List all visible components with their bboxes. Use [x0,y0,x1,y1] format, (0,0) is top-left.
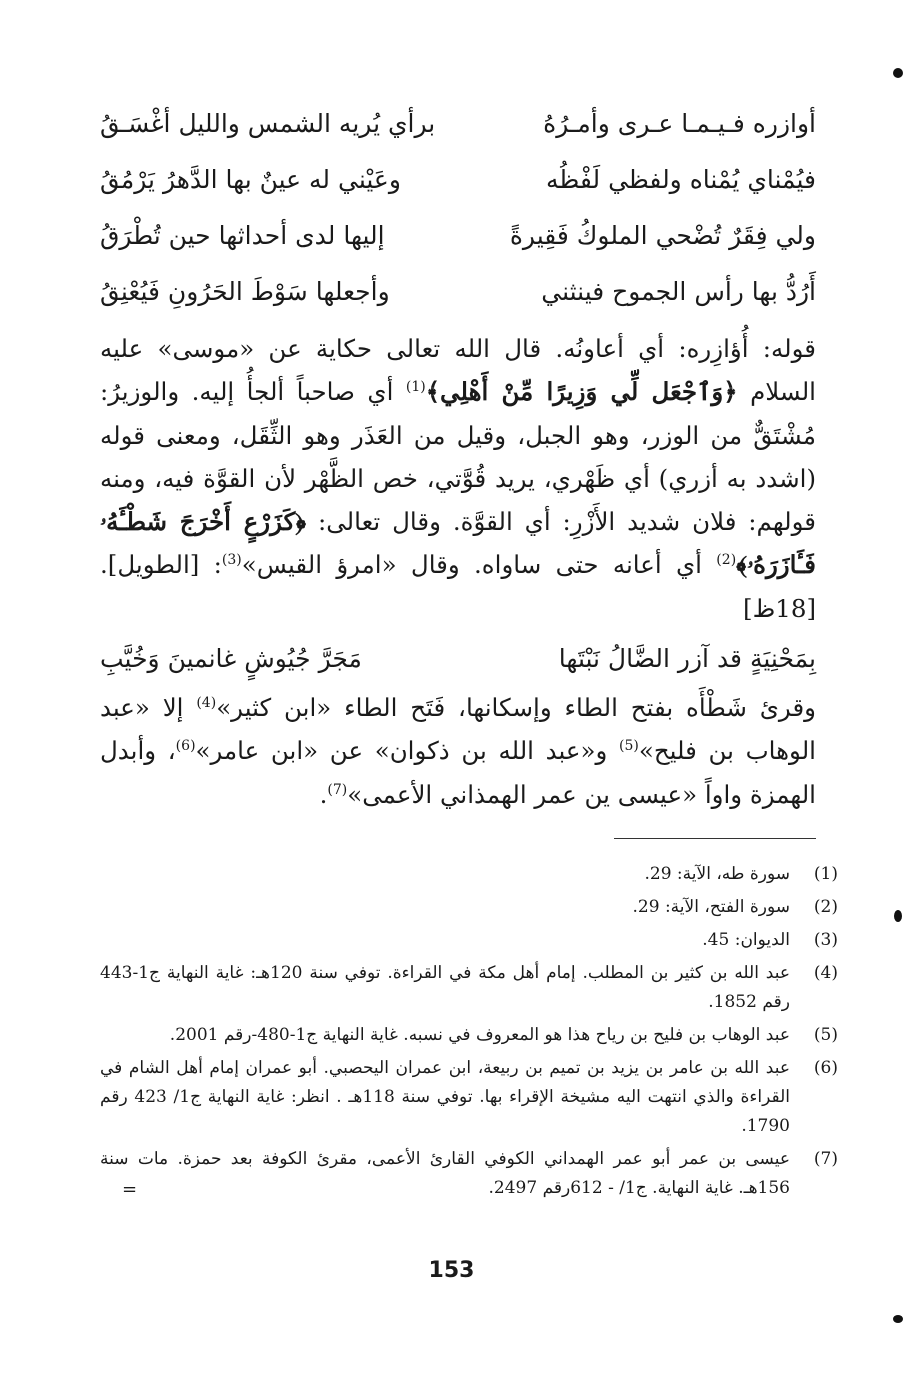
footnote-number: (3) [813,930,838,950]
footnote [100,1021,838,1050]
scan-mark [894,910,902,922]
commentary-paragraph [100,686,816,816]
commentary-paragraph [100,327,816,630]
footnote-text: عيسى بن عمر أبو عمر الهمداني الكوفي القارئ الأعمى، مقرئ الكوفة بعد حمزة. مات سنة 156هـ. غاية النهاية. ج1/ - 612رقم 2497. [100,1149,790,1198]
text-run: أي أعانه حتى ساواه. وقال «امرؤ القيس» [241,550,717,580]
footnote-separator [614,838,816,839]
footnote-text: عبد الله بن كثير بن المطلب. إمام أهل مكة في القراءة. توفي سنة 120هـ: غاية النهاية ج1-443 رقم 1852. [100,963,791,1012]
verse-line [100,95,816,151]
footnote [100,860,838,889]
footnote [100,959,838,1017]
footnote-ref: (4) [196,694,217,711]
verse-hemistich-first: فيُمْناي يُمْناه ولفظي لَفْظُه [545,164,816,194]
footnote-text: عبد الله بن عامر بن يزيد بن تميم بن ربيعة، ابن عمران اليحصبي. أبو عمران إمام أهل الشام في القراءة والذي انتهت اليه مشيخة الإقراء بها. توفي سنة 118هـ . انظر: غاية النهاية ج1/ 423 رقم 1790. [100,1058,790,1136]
verse-hemistich-second: إليها لدى أحداثها حين تُطْرَقُ [100,220,385,250]
footnote-ref: (6) [175,738,196,755]
footnote-ref: (7) [327,781,348,798]
verse-hemistich-first: أَرُدُّ بها رأس الجموح فينثني [541,276,816,306]
footnote-text: سورة طه، الآية: 29. [644,864,790,884]
text-run: إلا «عبد الوهاب بن فليح» [100,693,816,766]
footnote [100,1145,838,1203]
verse-hemistich-first: أوازره فـيـمـا عـرى وأمـرُهُ [543,108,816,138]
footnote-ref: (5) [618,738,639,755]
main-text [100,95,816,816]
verse-line [100,263,816,319]
text-run: : [الطويل]. [18ظ] [100,550,816,623]
verse-line [100,151,816,207]
footnote-number: (7) [813,1149,838,1169]
continuation-mark: = [122,1179,138,1200]
footnote [100,926,838,955]
footnote-ref: (3) [221,552,242,569]
footnote-number: (1) [813,864,838,884]
footnote-text: سورة الفتح، الآية: 29. [632,897,790,917]
text-run: . [319,779,328,809]
footnote-number: (6) [813,1058,838,1078]
verse-hemistich-first: ولي فِقَرٌ تُضْحي الملوكُ فَقِيرةً [509,220,816,250]
footnote-text: الديوان: 45. [702,930,790,950]
footnote-text: عبد الوهاب بن فليح بن رياح هذا هو المعروف في نسبه. غاية النهاية ج1-480-رقم 2001. [169,1025,790,1045]
verse-hemistich-second: برأي يُريه الشمس والليل أغْسَـقُ [100,108,436,138]
verse-hemistich-second: وعَيْني له عينٌ بها الدَّهرُ يَرْمُقُ [100,164,401,194]
footnotes [100,860,838,1207]
verse-hemistich-second: وأجعلها سَوْطَ الحَرُونِ فَيُعْنِقُ [100,276,390,306]
footnote [100,893,838,922]
page-number: 153 [428,1258,475,1283]
verse-hemistich-first: بِمَحْنِيَةٍ قد آزر الضَّالُ نَبْتَها [558,643,816,673]
footnote-number: (2) [813,897,838,917]
footnote-number: (4) [813,963,838,983]
scan-mark [893,68,903,78]
text-run: أي صاحباً ألجأُ إليه. والوزيرُ: مُشْتَقٌّ من الوزر، وهو الجبل، وقيل من العَذَر وهو الثِّقَل، ومعنى قوله (اشدد به أزري) أي ظَهْري، يريد قُوَّتي، خص الظَّهْر لأن القوَّة فيه، ومنه قولهم: فلان شديد الأَزْرِ: أي القوَّة. وقال تعالى: [100,377,816,537]
text-run: وقرئ شَطْأَه بفتح الطاء وإسكانها، فَتَح الطاء «ابن كثير» [216,693,816,723]
verse-line [100,207,816,263]
footnote [100,1054,838,1141]
quran-quote: ﴿وَٱجْعَل لِّي وَزِيرًا مِّنْ أَهْلِي﴾ [425,377,738,407]
footnote-ref: (1) [405,379,426,396]
footnote-number: (5) [813,1025,838,1045]
scan-mark [893,1315,903,1323]
text-run: قوله: أُؤازِره: أي أعاونُه. قال الله تعالى حكاية عن «موسى» عليه السلام [100,334,816,407]
verse-hemistich-second: مَجَرَّ جُيُوشٍ غانمينَ وَخُيَّبِ [100,643,362,673]
text-run: و«عبد الله بن ذكوان» عن «ابن عامر» [195,736,619,766]
quran-quote: ﴿كَزَرْعٍ أَخْرَجَ شَطْـَٔهُۥ فَـَٔازَرَهُۥ﴾ [100,507,816,580]
verse-line [100,630,816,686]
footnote-ref: (2) [716,552,737,569]
text-run: ، وأبدل الهمزة واواً «عيسى ين عمر الهمذاني الأعمى» [100,736,816,809]
